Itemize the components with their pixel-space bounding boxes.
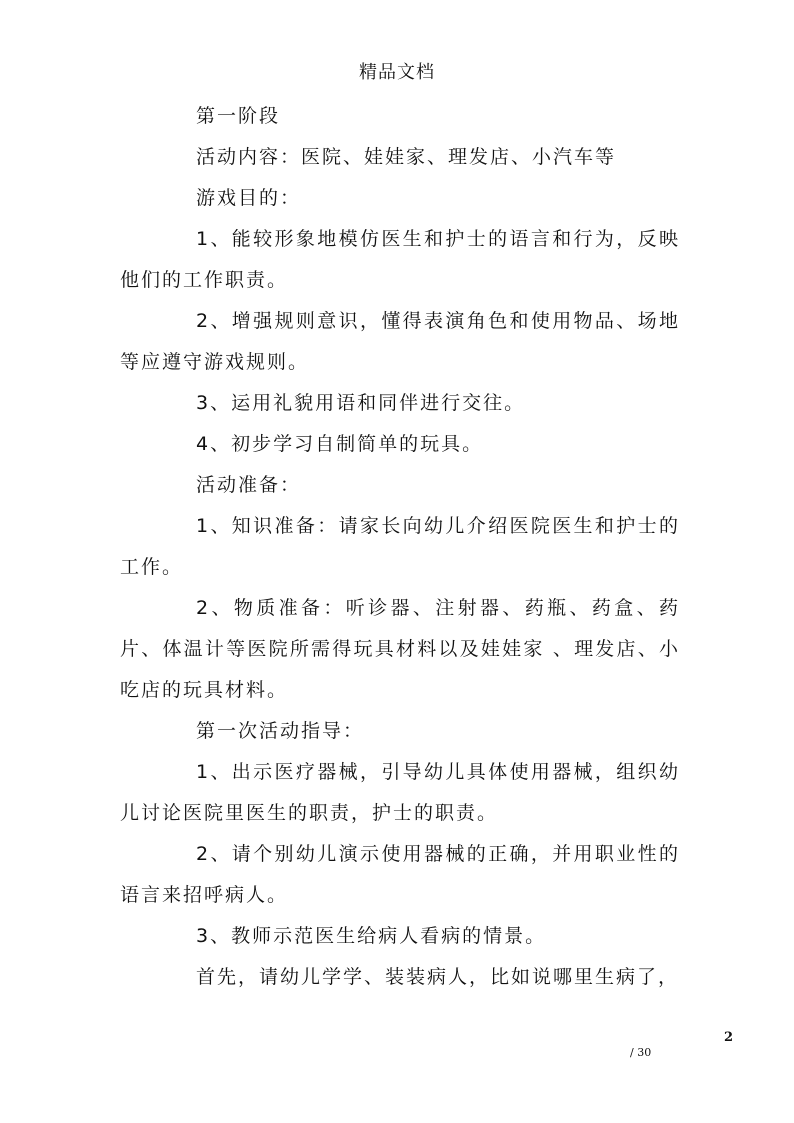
- paragraph: 游戏目的：: [196, 187, 302, 209]
- page-header-title: 精品文档: [359, 62, 435, 83]
- paragraph: 2、请个别幼儿演示使用器械的正确，并用职业性的语言来招呼病人。: [120, 843, 680, 906]
- paragraph: 4、初步学习自制简单的玩具。: [196, 433, 484, 455]
- paragraph: 1、出示医疗器械，引导幼儿具体使用器械，组织幼儿讨论医院里医生的职责，护士的职责。: [120, 761, 680, 824]
- paragraph: 2、增强规则意识，懂得表演角色和使用物品、场地等应遵守游戏规则。: [120, 310, 680, 373]
- paragraph: 活动准备：: [196, 474, 302, 496]
- page-total: / 30: [630, 1046, 652, 1059]
- paragraph: 首先，请幼儿学学、装装病人，比如说哪里生病了，: [196, 966, 680, 988]
- paragraph: 第一次活动指导：: [196, 720, 365, 742]
- section-heading: 第一阶段: [196, 105, 281, 127]
- paragraph: 3、教师示范医生给病人看病的情景。: [196, 925, 547, 947]
- paragraph: 1、能较形象地模仿医生和护士的语言和行为，反映他们的工作职责。: [120, 228, 680, 291]
- document-body: [120, 96, 680, 998]
- paragraph: 活动内容：医院、娃娃家、理发店、小汽车等: [196, 146, 617, 168]
- paragraph: 1、知识准备：请家长向幼儿介绍医院医生和护士的工作。: [120, 515, 680, 578]
- paragraph: 3、运用礼貌用语和同伴进行交往。: [196, 392, 526, 414]
- page-number: 2: [724, 1030, 734, 1045]
- paragraph: 2、物质准备：听诊器、注射器、药瓶、药盒、药片、体温计等医院所需得玩具材料以及娃娃家 、理发店、小吃店的玩具材料。: [120, 597, 680, 701]
